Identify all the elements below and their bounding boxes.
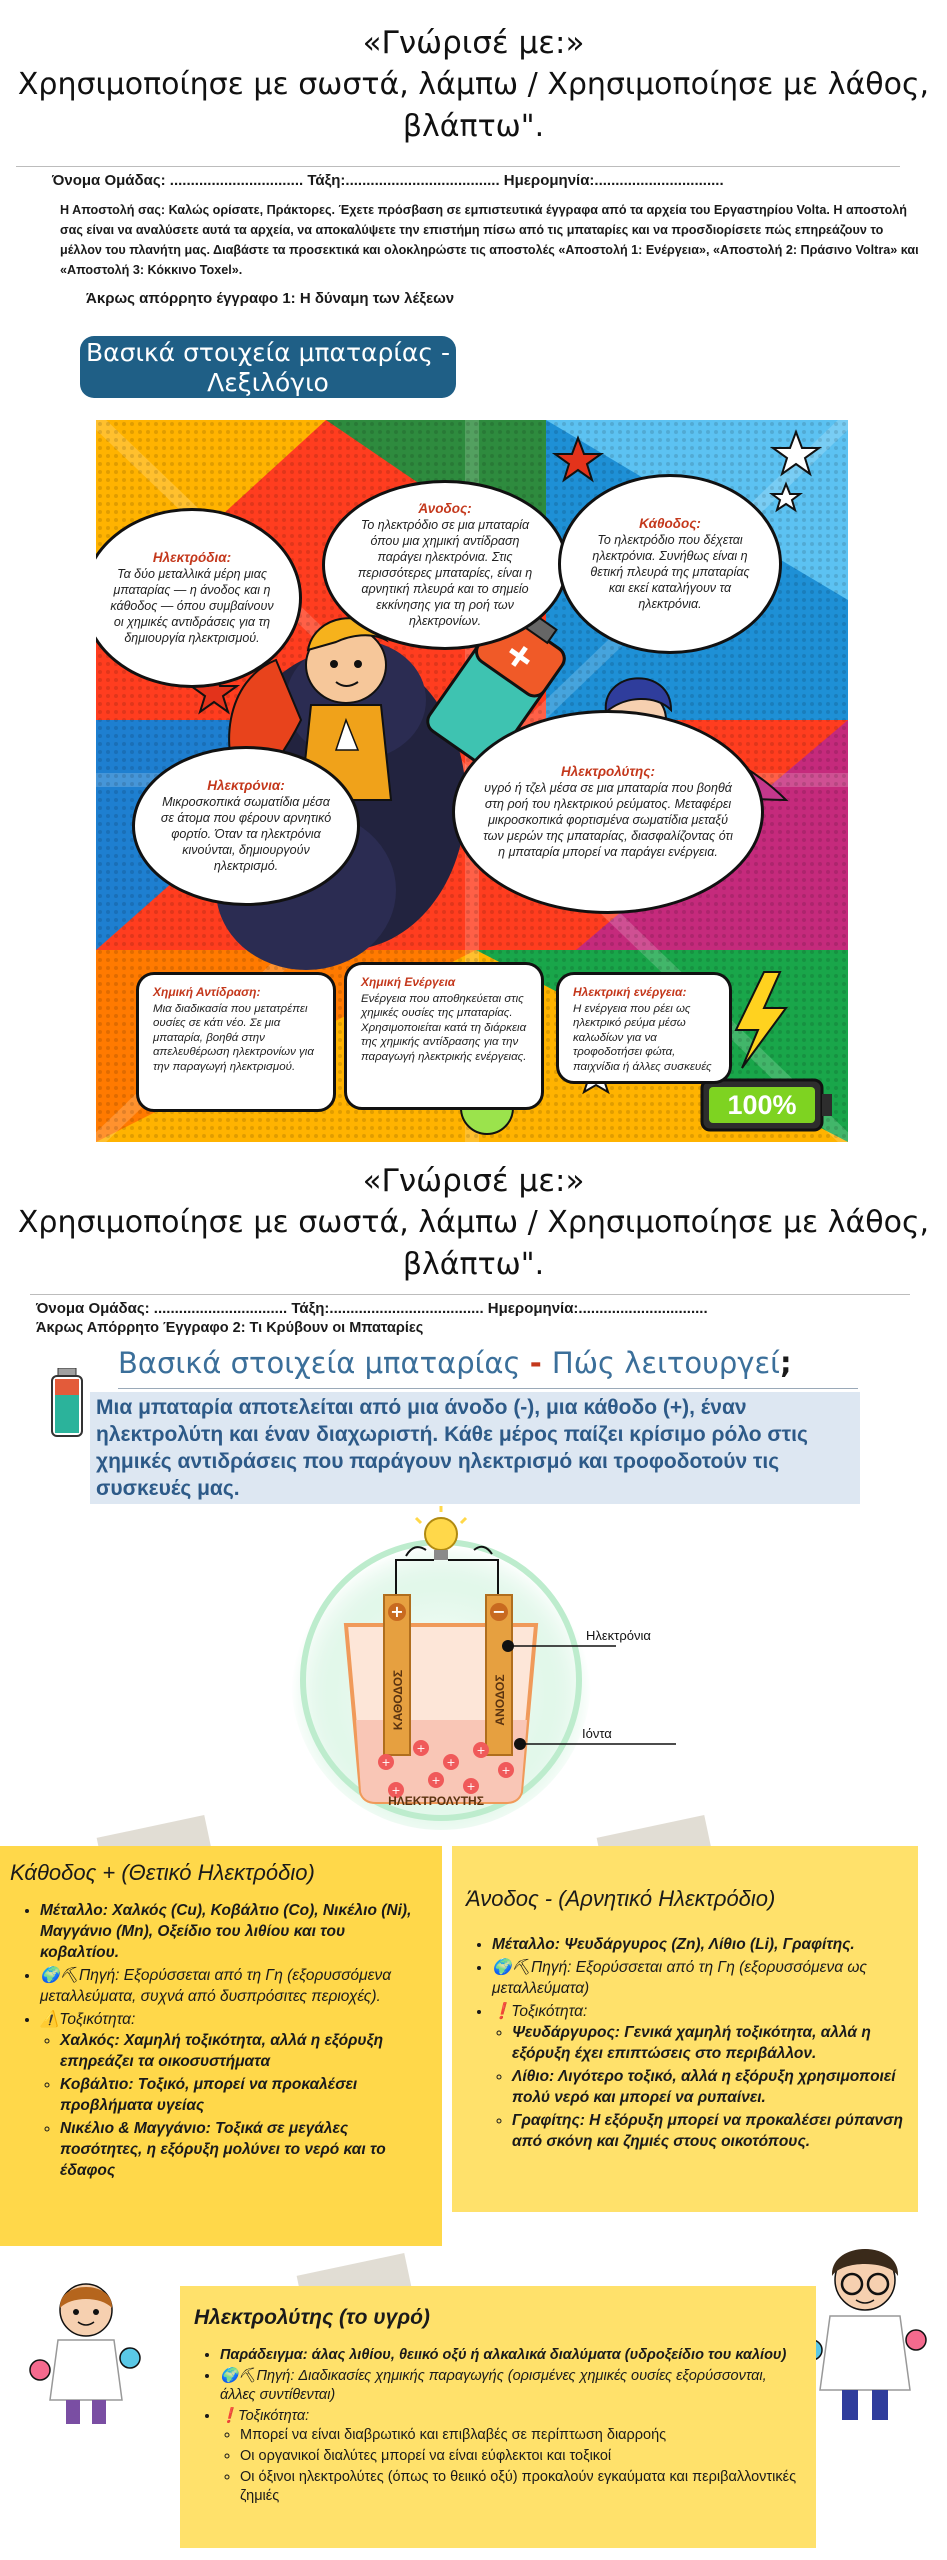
- chemical-reaction-text: Μια διαδικασία που μετατρέπει ουσίες σε κάτι νέο. Σε μια μπαταρία, βοηθά στην απελευθέρωση ηλεκτρονίων για την παραγωγή ηλεκτρισμού.: [153, 1002, 314, 1073]
- cathode-card-title: Κάθοδος + (Θετικό Ηλεκτρόδιο): [10, 1860, 315, 1885]
- battery-percent-label: 100%: [727, 1090, 797, 1120]
- electrolyte-card-title: Ηλεκτρολύτης (το υγρό): [194, 2306, 430, 2329]
- anode-label: ΑΝΟΔΟΣ: [493, 1674, 507, 1726]
- svg-text:+: +: [431, 1774, 441, 1787]
- cathode-bubble: [558, 474, 782, 654]
- badge-line1: Βασικά στοιχεία μπαταρίας -: [85, 338, 450, 367]
- list-item: • ❗Τοξικότητα: ◦ Μπορεί να είναι διαβρωτικό και επιβλαβές σε περίπτωση διαρροής ◦ Οι οργανικοί διαλύτες μπορεί να είναι εύφλεκτοι και τοξικοί ◦ Οι όξινοι ηλεκτρολύτες (όπως το θειικό οξύ) προκαλούν εγκαύματα και περιβαλλοντικές ζημιές: [220, 2407, 798, 2506]
- electric-energy-title: Ηλεκτρική ενέργεια:: [573, 985, 687, 999]
- list-item: ◦ Οι οργανικοί διαλύτες μπορεί να είναι εύφλεκτοι και τοξικοί: [240, 2447, 798, 2466]
- page2-title-line2: Χρησιμοποίησε με σωστά, λάμπω / Χρησιμοποίησε με λάθος,: [17, 1205, 930, 1240]
- heading-question: ;: [779, 1346, 792, 1380]
- list-item: ◦ Ψευδάργυρος: Γενικά χαμηλή τοξικότητα, αλλά η εξόρυξη έχει επιπτώσεις στο περιβάλλον.: [512, 2022, 904, 2064]
- svg-text:+: +: [391, 1784, 401, 1797]
- list-item: ◦ Χαλκός: Χαμηλή τοξικότητα, αλλά η εξόρυξη επηρεάζει τα οικοσυστήματα: [60, 2030, 428, 2072]
- how-it-works-heading: [118, 1346, 792, 1380]
- electrolyte-bubble: [452, 710, 764, 914]
- svg-text:+: +: [466, 1780, 476, 1793]
- page-title-line2: Χρησιμοποίησε με σωστά, λάμπω / Χρησιμοποίησε με λάθος,: [17, 67, 930, 102]
- cathode-text: Το ηλεκτρόδιο που δέχεται ηλεκτρόνια. Συνήθως είναι η θετική πλευρά της μπαταρίας και εκεί καταλήγουν τα ηλεκτρόνια.: [590, 533, 750, 611]
- electrolyte-card: [180, 2286, 816, 2548]
- heading-part-a: Βασικά στοιχεία μπαταρίας: [118, 1346, 530, 1380]
- divider: [30, 1294, 910, 1295]
- mission-intro: Η Αποστολή σας: Καλώς ορίσατε, Πράκτορες. Έχετε πρόσβαση σε εμπιστευτικά έγγραφα από τα αρχεία του Εργαστηρίου Volta. Η αποστολή σας είναι να αναλύσετε αυτά τα αρχεία, να αποκαλύψετε την επιστήμη πίσω από τις μπαταρίες και να προσδιορίσετε πώς επηρεάζουν το μέλλον του πλανήτη μας. Διαβάστε τα προσεκτικά και ολοκληρώστε τις αποστολές «Αποστολή 1: Ενέργεια», «Αποστολή 2: Πράσινο Voltra» και «Αποστολή 3: Κόκκινο Toxel».: [60, 203, 919, 277]
- page-title-line1: «Γνώρισέ με:»: [362, 25, 585, 61]
- list-item: • Παράδειγμα: άλας λιθίου, θειικό οξύ ή αλκαλικά διαλύματα (υδροξείδιο του καλίου): [220, 2346, 798, 2365]
- electrolyte-card-list: [220, 2346, 798, 2506]
- list-item: • 🌍⛏Πηγή: Διαδικασίες χημικής παραγωγής (ορισμένες χημικές ουσίες εξορύσσονται, άλλες συντίθενται): [220, 2367, 798, 2405]
- scientist-boy-illustration: [800, 2240, 930, 2430]
- page-2-header: [0, 1160, 947, 1286]
- list-item: ◦ Κοβάλτιο: Τοξικό, μπορεί να προκαλέσει προβλήματα υγείας: [60, 2074, 428, 2116]
- vocabulary-badge: [80, 336, 456, 398]
- electric-energy-box: [556, 972, 732, 1084]
- electrolyte-text: υγρό ή τζελ μέσα σε μια μπαταρία που βοηθά στη ροή του ηλεκτρικού ρεύματος. Μεταφέρει μικροσκοπικά φορτισμένα σωματίδια μεταξύ των μερών της μπαταρίας, διασφαλίζοντας ότι η μπαταρία μπορεί να παράγει ενέργεια.: [483, 781, 733, 859]
- list-item: ◦ Γραφίτης: Η εξόρυξη μπορεί να προκαλέσει ρύπανση από σκόνη και ζημιές στους οικοτόπους.: [512, 2110, 904, 2152]
- list-item: ◦ Μπορεί να είναι διαβρωτικό και επιβλαβές σε περίπτωση διαρροής: [240, 2426, 798, 2445]
- svg-text:+: +: [446, 1756, 456, 1769]
- vocabulary-comic: [96, 420, 848, 1142]
- svg-text:+: +: [476, 1744, 486, 1757]
- ions-label: Ιόντα: [582, 1726, 612, 1741]
- secret-document-2-title: Άκρως Απόρρητο Έγγραφο 2: Τι Κρύβουν οι Μπαταρίες: [36, 1320, 424, 1336]
- electrons-label: Ηλεκτρόνια: [586, 1628, 651, 1643]
- scientist-girl-illustration: [26, 2270, 146, 2430]
- page-title-line3: βλάπτω".: [402, 109, 545, 144]
- chemical-reaction-box: [136, 972, 336, 1112]
- svg-text:+: +: [381, 1756, 391, 1769]
- cathode-card-list: [40, 1900, 428, 2181]
- svg-text:+: +: [416, 1742, 426, 1755]
- battery-green-icon: [50, 1368, 84, 1438]
- list-item: ◦ Λίθιο: Λιγότερο τοξικό, αλλά η εξόρυξη χρησιμοποιεί πολύ νερό και μπορεί να ρυπαίνει.: [512, 2066, 904, 2108]
- anode-card: [452, 1846, 918, 2212]
- list-item: • 🌍⛏Πηγή: Εξορύσσεται από τη Γη (εξορυσσόμενα μεταλλεύματα, συχνά από δυσπρόσιτες περιοχές).: [40, 1965, 428, 2007]
- chemical-energy-title: Χημική Ενέργεια: [361, 975, 456, 989]
- svg-text:+: +: [501, 1764, 511, 1777]
- form-line: Όνομα Ομάδας: ................................ Τάξη:..................................... Ημερομηνία:...............................: [52, 172, 724, 189]
- list-item: • 🌍⛏Πηγή: Εξορύσσεται από τη Γη (εξορυσσόμενα ως μεταλλεύματα): [492, 1957, 904, 1999]
- electrons-title: Ηλεκτρόνια:: [207, 778, 285, 793]
- electrodes-title: Ηλεκτρόδια:: [152, 550, 232, 565]
- chemical-energy-box: [344, 962, 544, 1110]
- anode-text: Το ηλεκτρόδιο σε μια μπαταρία όπου μια χημική αντίδραση παράγει ηλεκτρόνια. Στις περισσότερες μπαταρίες, είναι η αρνητική πλευρά και το σημείο εκκίνησης για τη ροή των ηλεκτρονίων.: [357, 518, 533, 628]
- list-item: • Μέταλλο: Χαλκός (Cu), Κοβάλτιο (Co), Νικέλιο (Ni), Μαγγάνιο (Mn), Οξείδιο του λιθίου και του κοβαλτίου.: [40, 1900, 428, 1963]
- cathode-label: ΚΑΘΟΔΟΣ: [391, 1669, 405, 1731]
- electrodes-text: Τα δύο μεταλλικά μέρη μιας μπαταρίας — η άνοδος και η κάθοδος — όπου συμβαίνουν οι χημικές αντιδράσεις για τη δημιουργία ηλεκτρισμού.: [110, 567, 274, 645]
- anode-bubble: [322, 480, 568, 650]
- list-item: • ❗Τοξικότητα: ◦ Ψευδάργυρος: Γενικά χαμηλή τοξικότητα, αλλά η εξόρυξη έχει επιπτώσεις στο περιβάλλον. ◦ Λίθιο: Λιγότερο τοξικό, αλλά η εξόρυξη χρησιμοποιεί πολύ νερό και μπορεί να ρυπαίνει. ◦ Γραφίτης: Η εξόρυξη μπορεί να προκαλέσει ρύπανση από σκόνη και ζημιές στους οικοτόπους.: [492, 2001, 904, 2152]
- list-item: • ⚠️Τοξικότητα: ◦ Χαλκός: Χαμηλή τοξικότητα, αλλά η εξόρυξη επηρεάζει τα οικοσυστήματα ◦ Κοβάλτιο: Τοξικό, μπορεί να προκαλέσει προβλήματα υγείας ◦ Νικέλιο & Μαγγάνιο: Τοξικά σε μεγάλες ποσότητες, η εξόρυξη μολύνει το νερό και το έδαφος: [40, 2009, 428, 2181]
- battery-summary: Μια μπαταρία αποτελείται από μια άνοδο (-), μια κάθοδο (+), έναν ηλεκτρολύτη και έναν διαχωριστή. Κάθε μέρος παίζει κρίσιμο ρόλο στις χημικές αντιδράσεις που παράγουν ηλεκτρισμό και τροφοδοτούν τις συσκευές μας.: [90, 1392, 860, 1504]
- electrolyte-title: Ηλεκτρολύτης:: [561, 764, 655, 779]
- anode-card-title: Άνοδος - (Αρνητικό Ηλεκτρόδιο): [466, 1886, 776, 1911]
- secret-document-title: Άκρως απόρρητο έγγραφο 1: Η δύναμη των λέξεων: [86, 290, 455, 307]
- chemical-reaction-title: Χημική Αντίδραση:: [153, 985, 261, 999]
- electric-energy-text: Η ενέργεια που ρέει ως ηλεκτρικό ρεύμα μέσω καλωδίων για να τροφοδοτήσει φώτα, παιχνίδια ή άλλες συσκευές: [573, 1002, 712, 1073]
- list-item: ◦ Νικέλιο & Μαγγάνιο: Τοξικά σε μεγάλες ποσότητες, η εξόρυξη μολύνει το νερό και το έδαφος: [60, 2118, 428, 2181]
- list-item: • Μέταλλο: Ψευδάργυρος (Zn), Λίθιο (Li), Γραφίτης.: [492, 1934, 904, 1955]
- page2-title-line1: «Γνώρισέ με:»: [362, 1163, 585, 1199]
- cathode-card: [0, 1846, 442, 2246]
- electrons-bubble: [132, 746, 360, 906]
- electrolyte-label: ΗΛΕΚΤΡΟΛΥΤΗΣ: [388, 1794, 484, 1808]
- heading-part-b: Πώς λειτουργεί: [551, 1346, 780, 1380]
- heading-dash: -: [529, 1346, 552, 1380]
- page2-title-line3: βλάπτω".: [402, 1247, 545, 1282]
- electrons-text: Μικροσκοπικά σωματίδια μέσα σε άτομα που φέρουν αρνητικό φορτίο. Όταν τα ηλεκτρόνια κινούνται, δημιουργούν ηλεκτρισμό.: [160, 795, 332, 873]
- list-item: ◦ Οι όξινοι ηλεκτρολύτες (όπως το θειικό οξύ) προκαλούν εγκαύματα και περιβαλλοντικές ζημιές: [240, 2468, 798, 2506]
- form-line-2: Όνομα Ομάδας: ................................ Τάξη:..................................... Ημερομηνία:...............................: [36, 1300, 708, 1317]
- page-1-header: [0, 22, 947, 148]
- chemical-energy-text: Ενέργεια που αποθηκεύεται στις χημικές ουσίες της μπαταρίας. Χρησιμοποιείται κατά τη διάρκεια της χημικής αντίδρασης για την παραγωγή ηλεκτρικής ενέργειας.: [361, 992, 527, 1063]
- plus-sign: +: [390, 1602, 404, 1621]
- lightbulb-icon: [425, 1518, 457, 1550]
- minus-sign: −: [492, 1602, 506, 1621]
- divider: [16, 166, 900, 167]
- cathode-title: Κάθοδος:: [639, 516, 701, 531]
- anode-card-list: [492, 1934, 904, 2152]
- anode-title: Άνοδος:: [418, 501, 472, 516]
- badge-line2: Λεξιλόγιο: [207, 368, 329, 397]
- battery-cell-diagram: [236, 1500, 696, 1830]
- divider: [118, 1388, 858, 1389]
